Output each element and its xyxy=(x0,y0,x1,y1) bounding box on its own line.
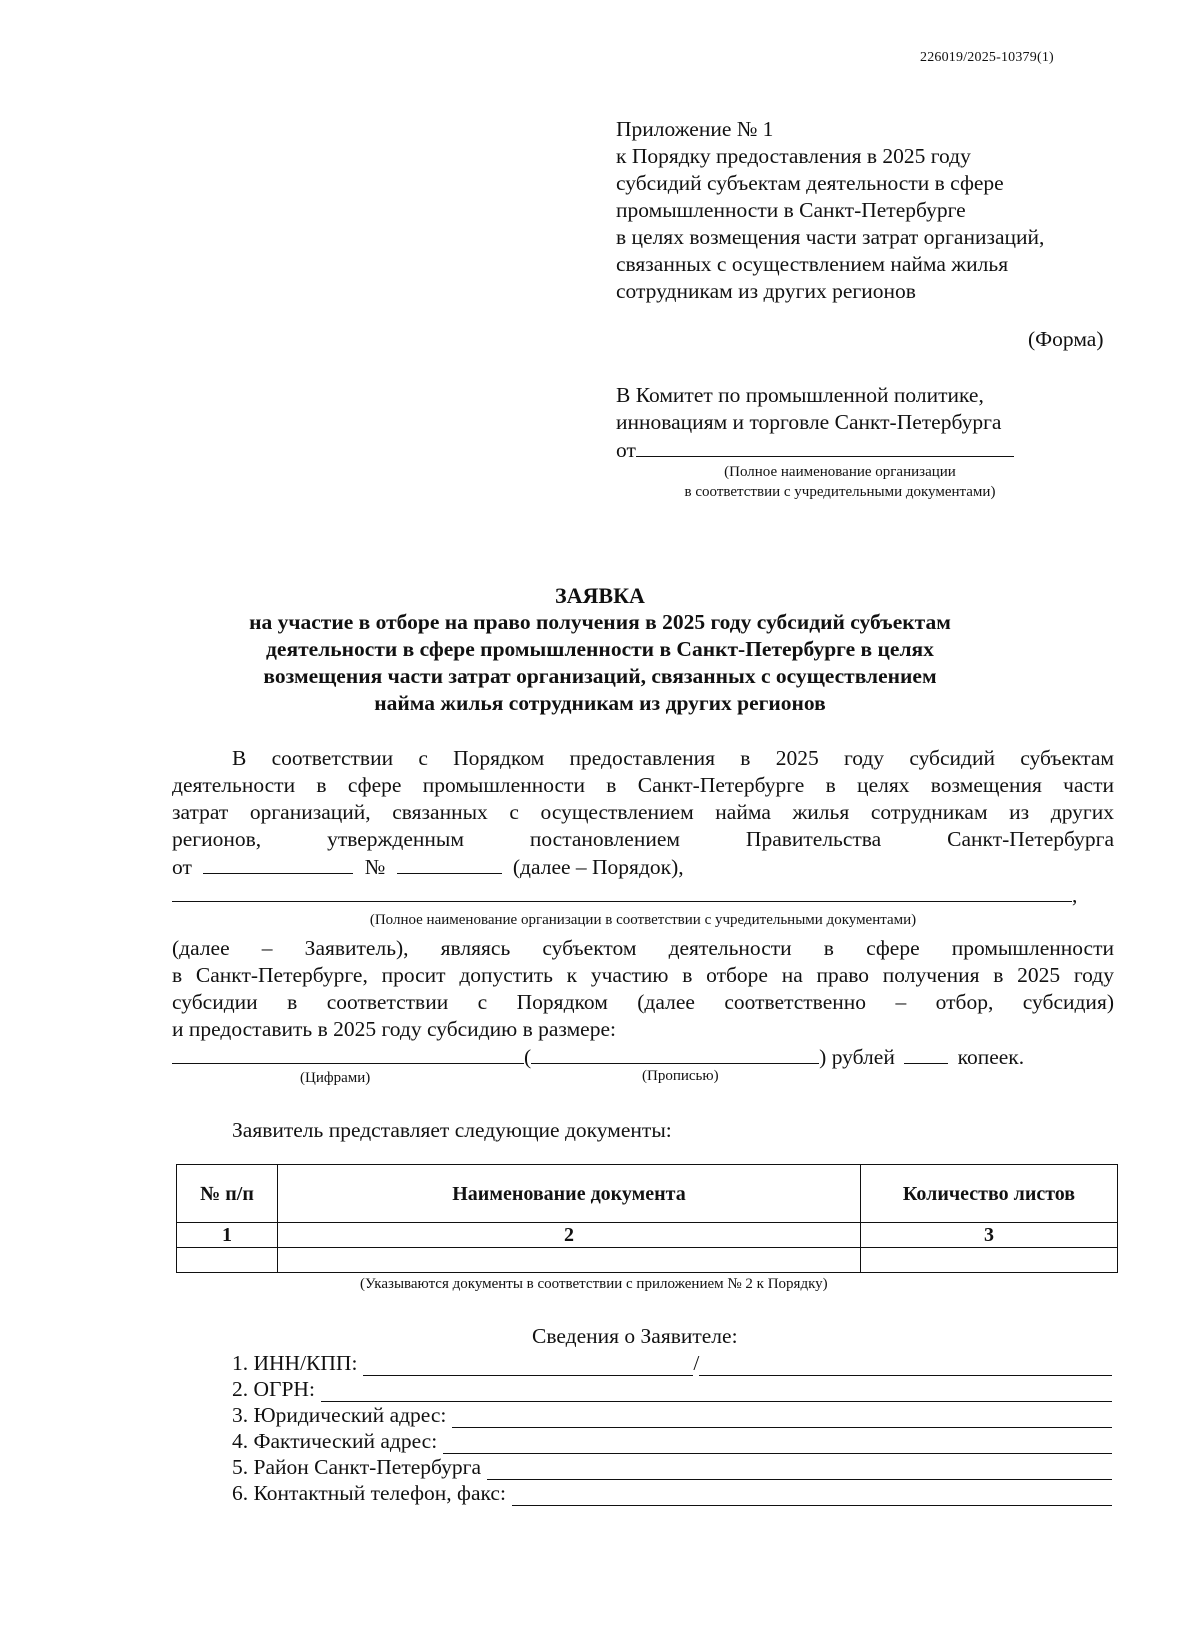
info-label: 6. Контактный телефон, факс: xyxy=(232,1481,506,1505)
info-row-district xyxy=(232,1454,1112,1480)
table-header-row xyxy=(177,1165,1118,1223)
from-label: от xyxy=(172,855,192,879)
appendix-line: связанных с осуществлением найма жилья xyxy=(616,252,1009,276)
ogrn-field[interactable] xyxy=(321,1381,1112,1402)
district-field[interactable] xyxy=(487,1459,1112,1480)
info-label: 1. ИНН/КПП: xyxy=(232,1351,358,1375)
digits-hint: (Цифрами) xyxy=(300,1070,371,1086)
appendix-line: промышленности в Санкт-Петербурге xyxy=(616,198,966,222)
appendix-line: к Порядку предоставления в 2025 году xyxy=(616,144,971,168)
organization-name-field[interactable] xyxy=(636,436,1014,457)
decree-number-field[interactable] xyxy=(397,853,502,874)
info-row-phone xyxy=(232,1480,1112,1506)
hint-line: в соответствии с учредительными документами) xyxy=(684,484,996,500)
decree-row xyxy=(172,853,1114,881)
documents-label: Заявитель представляет следующие документы: xyxy=(232,1118,672,1142)
organization-hint: (Полное наименование организации в соответствии с учредительными документами) xyxy=(369,912,917,928)
organization-row: , xyxy=(172,881,1114,909)
number-label: № xyxy=(364,855,386,879)
table-cell: 1 xyxy=(177,1223,278,1248)
body-line: регионов, утвержденным постановлением Правительства Санкт-Петербурга xyxy=(172,827,1114,851)
phone-fax-field[interactable] xyxy=(512,1485,1112,1506)
body-line: (далее – Заявитель), являясь субъектом деятельности в сфере промышленности xyxy=(172,936,1114,960)
main-paragraph xyxy=(172,745,1114,1071)
form-label: (Форма) xyxy=(1028,327,1104,351)
table-row[interactable] xyxy=(177,1248,1118,1273)
info-row-ogrn xyxy=(232,1376,1112,1402)
body-line: деятельности в сфере промышленности в Санкт-Петербурге в целях возмещения части xyxy=(172,773,1114,797)
words-hint: (Прописью) xyxy=(642,1068,719,1084)
table-cell[interactable] xyxy=(278,1248,861,1273)
legal-address-field[interactable] xyxy=(452,1407,1112,1428)
title-heading: ЗАЯВКА xyxy=(555,583,645,608)
info-label: 5. Район Санкт-Петербурга xyxy=(232,1455,481,1479)
addressee-block xyxy=(616,382,1014,464)
kop-label: копеек. xyxy=(957,1045,1025,1069)
table-cell: 3 xyxy=(861,1223,1118,1248)
title-line: найма жилья сотрудникам из других регионов xyxy=(374,691,826,715)
rub-label: рублей xyxy=(831,1045,895,1069)
col-header-document: Наименование документа xyxy=(278,1165,861,1223)
table-numbering-row xyxy=(177,1223,1118,1248)
title-line: деятельности в сфере промышленности в Санкт-Петербурге в целях xyxy=(266,637,934,661)
addressee-line1: В Комитет по промышленной политике, xyxy=(616,383,984,407)
title-line: на участие в отборе на право получения в 2025 году субсидий субъектам xyxy=(249,610,951,634)
appendix-line: субсидий субъектам деятельности в сфере xyxy=(616,171,1004,195)
documents-note: (Указываются документы в соответствии с приложением № 2 к Порядку) xyxy=(360,1276,828,1292)
addressee-hint xyxy=(620,462,1060,502)
appendix-line: Приложение № 1 xyxy=(616,117,774,141)
table-cell: 2 xyxy=(278,1223,861,1248)
col-header-sheets: Количество листов xyxy=(861,1165,1118,1223)
addressee-line2: инновациям и торговле Санкт-Петербурга xyxy=(616,410,1002,434)
documents-table xyxy=(176,1164,1118,1273)
applicant-info-list xyxy=(232,1350,1112,1506)
organization-full-name-field[interactable] xyxy=(172,881,1072,902)
addressee-from-row xyxy=(616,436,1014,464)
decree-date-field[interactable] xyxy=(203,853,353,874)
info-label: 3. Юридический адрес: xyxy=(232,1403,447,1427)
kpp-field[interactable] xyxy=(699,1355,1112,1376)
info-row-legal-address xyxy=(232,1402,1112,1428)
appendix-line: сотрудникам из других регионов xyxy=(616,279,916,303)
info-row-actual-address xyxy=(232,1428,1112,1454)
info-label: 2. ОГРН: xyxy=(232,1377,315,1401)
kopecks-field[interactable] xyxy=(904,1043,948,1064)
appendix-block xyxy=(616,116,1044,305)
inn-field[interactable] xyxy=(363,1355,693,1376)
after-number-text: (далее – Порядок), xyxy=(512,855,684,879)
body-line: затрат организаций, связанных с осуществлением найма жилья сотрудникам из других xyxy=(172,800,1114,824)
actual-address-field[interactable] xyxy=(443,1433,1112,1454)
info-row-inn: 1. ИНН/КПП: / xyxy=(232,1350,1112,1376)
application-title xyxy=(150,582,1050,717)
title-line: возмещения части затрат организаций, связанных с осуществлением xyxy=(263,664,937,688)
from-label: от xyxy=(616,438,636,462)
body-line: в Санкт-Петербурге, просит допустить к участию в отборе на право получения в 2025 году xyxy=(172,963,1114,987)
document-number: 226019/2025-10379(1) xyxy=(920,50,1054,65)
info-label: 4. Фактический адрес: xyxy=(232,1429,438,1453)
body-line: субсидии в соответствии с Порядком (далее соответственно – отбор, субсидия) xyxy=(172,990,1114,1014)
table-cell[interactable] xyxy=(177,1248,278,1273)
amount-row: ( ) рублей копеек. xyxy=(172,1043,1114,1071)
appendix-line: в целях возмещения части затрат организаций, xyxy=(616,225,1045,249)
body-line: В соответствии с Порядком предоставления в 2025 году субсидий субъектам xyxy=(232,746,1114,770)
hint-line: (Полное наименование организации xyxy=(724,464,956,480)
body-line: и предоставить в 2025 году субсидию в размере: xyxy=(172,1017,616,1041)
applicant-info-title: Сведения о Заявителе: xyxy=(532,1324,738,1348)
amount-words-field[interactable] xyxy=(531,1043,819,1064)
amount-digits-field[interactable] xyxy=(172,1043,524,1064)
table-cell[interactable] xyxy=(861,1248,1118,1273)
col-header-number: № п/п xyxy=(177,1165,278,1223)
